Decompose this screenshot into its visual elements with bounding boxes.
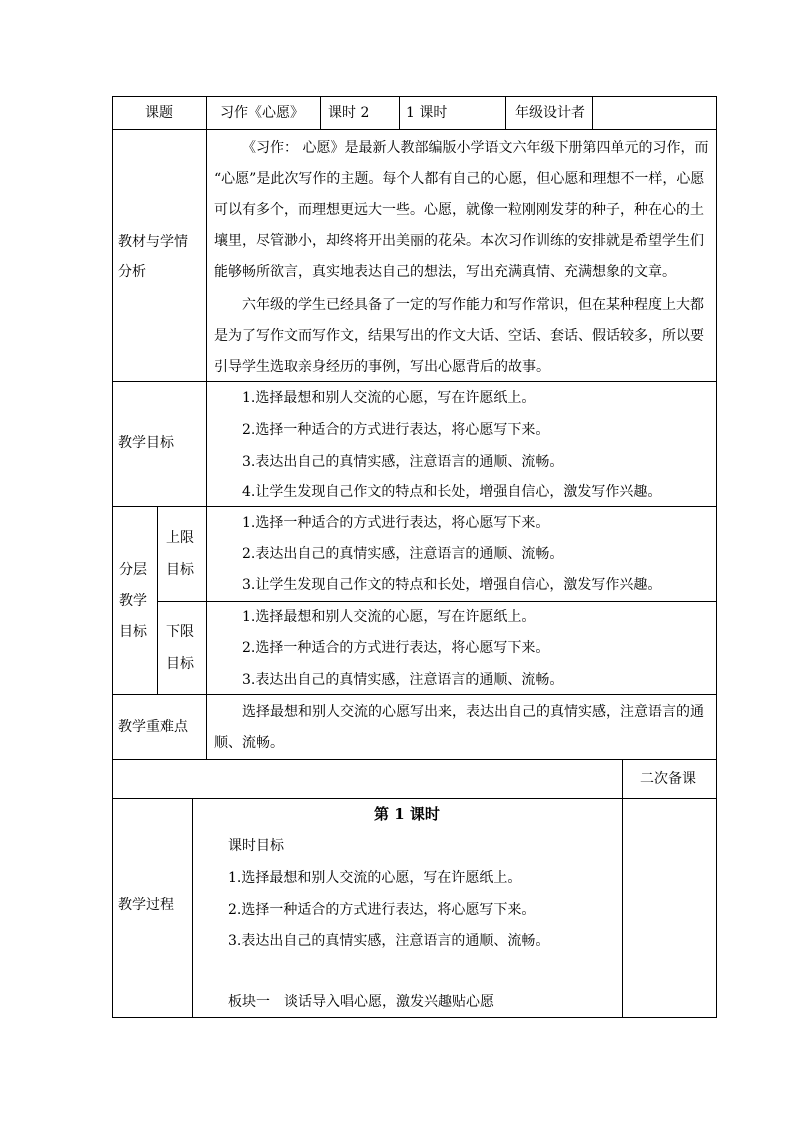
- goal-item: 2.选择一种适合的方式进行表达，将心愿写下来。: [242, 422, 550, 438]
- goal-item: 4.让学生发现自己作文的特点和长处，增强自信心，激发写作兴趣。: [242, 484, 662, 500]
- analysis-label-line-2: 分析: [118, 264, 146, 280]
- process-label: 教学过程: [118, 897, 174, 913]
- upper-goal-item: 3.让学生发现自己作文的特点和长处，增强自信心，激发写作兴趣。: [242, 577, 662, 593]
- keypoints-label: 教学重难点: [118, 719, 188, 735]
- lesson-goal-item: 2.选择一种适合的方式进行表达，将心愿写下来。: [228, 902, 536, 918]
- keshi-value: 1 课时: [406, 105, 448, 121]
- upper-goal-item: 1.选择一种适合的方式进行表达，将心愿写下来。: [242, 515, 550, 531]
- analysis-line: 可以有多个，而理想更远大一些。心愿，就像一粒刚刚发芽的种子，种在心的土: [214, 202, 704, 218]
- secondary-prep-label: 二次备课: [640, 771, 696, 787]
- lesson-title: 习作《心愿》: [220, 105, 304, 121]
- analysis-label-line-1: 教材与学情: [118, 234, 188, 250]
- lesson-goal-item: 1.选择最想和别人交流的心愿，写在许愿纸上。: [228, 870, 522, 886]
- lower-goal-item: 1.选择最想和别人交流的心愿，写在许愿纸上。: [242, 609, 536, 625]
- lower-goal-item: 2.选择一种适合的方式进行表达，将心愿写下来。: [242, 640, 550, 656]
- analysis-line: 是为了写作文而写作文，结果写出的作文大话、空话、套话、假话较多，所以要: [214, 328, 704, 344]
- keypoints-line: 选择最想和别人交流的心愿写出来，表达出自己的真情实感，注意语言的通: [242, 704, 704, 720]
- upper-label-line-1: 上限: [166, 530, 194, 546]
- analysis-line: 六年级的学生已经具备了一定的写作能力和写作常识，但在某种程度上大都: [242, 297, 704, 313]
- goal-item: 3.表达出自己的真情实感，注意语言的通顺、流畅。: [242, 454, 564, 470]
- goal-item: 1.选择最想和别人交流的心愿，写在许愿纸上。: [242, 390, 536, 406]
- lower-label-line-1: 下限: [166, 624, 194, 640]
- keypoints-line: 顺、流畅。: [214, 735, 284, 751]
- analysis-line: 《习作： 心愿》是最新人教部编版小学语文六年级下册第四单元的习作，而: [242, 140, 709, 156]
- upper-goal-item: 2.表达出自己的真情实感，注意语言的通顺、流畅。: [242, 546, 564, 562]
- analysis-line: 壤里，尽管渺小，却终将开出美丽的花朵。本次习作训练的安排就是希望学生们: [214, 233, 704, 249]
- lower-label-line-2: 目标: [166, 656, 194, 672]
- lesson-heading: 第 1 课时: [374, 805, 440, 823]
- analysis-line: “心愿”是此次写作的主题。每个人都有自己的心愿，但心愿和理想不一样，心愿: [214, 171, 705, 187]
- layered-label-line-2: 教学: [119, 593, 147, 609]
- goals-label: 教学目标: [118, 435, 174, 451]
- block-one-title: 板块一 谈话导入唱心愿，激发兴趣贴心愿: [228, 994, 494, 1010]
- lesson-goal-item: 3.表达出自己的真情实感，注意语言的通顺、流畅。: [228, 933, 550, 949]
- analysis-line: 能够畅所欲言，真实地表达自己的想法，写出充满真情、充满想象的文章。: [214, 264, 676, 280]
- keti-label: 课题: [145, 105, 173, 121]
- designer-label: 年级设计者: [515, 105, 585, 121]
- layered-label-line-1: 分层: [119, 562, 147, 578]
- layered-label-line-3: 目标: [119, 624, 147, 640]
- keshi-label: 课时 2: [328, 105, 370, 121]
- lower-goal-item: 3.表达出自己的真情实感，注意语言的通顺、流畅。: [242, 672, 564, 688]
- upper-label-line-2: 目标: [166, 562, 194, 578]
- lesson-goals-title: 课时目标: [228, 838, 284, 854]
- analysis-line: 引导学生选取亲身经历的事例，写出心愿背后的故事。: [214, 359, 550, 375]
